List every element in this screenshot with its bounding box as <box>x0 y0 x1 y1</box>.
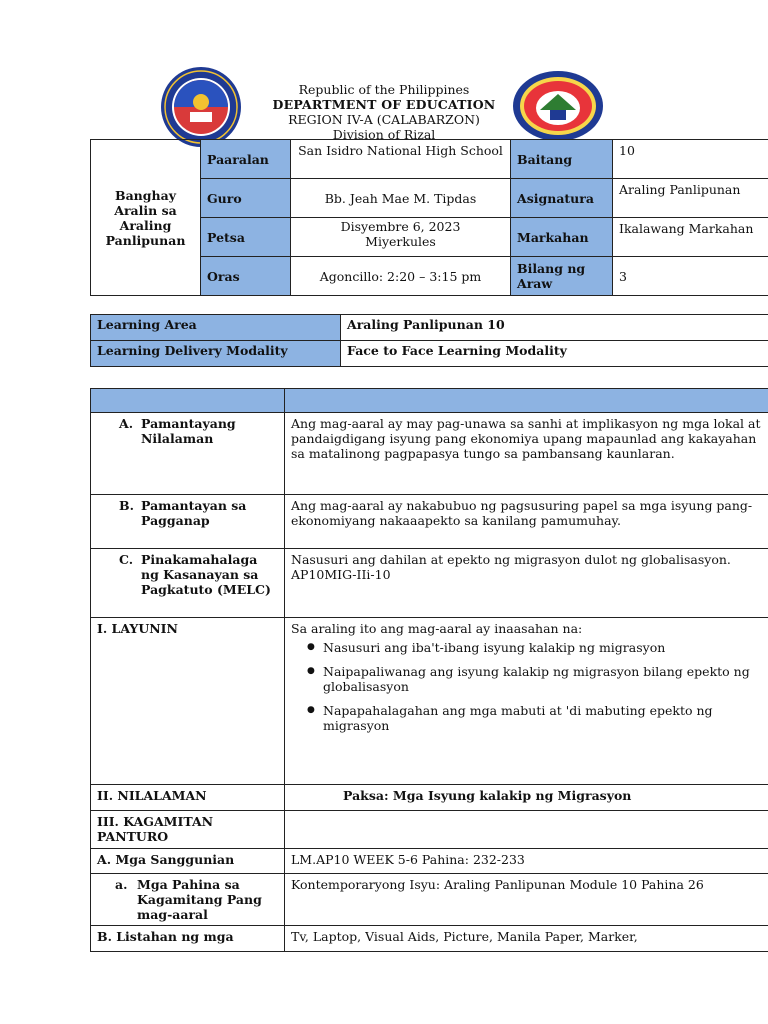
label-bilang-ng-araw: Bilang ng Araw <box>511 257 613 296</box>
letterhead <box>240 82 528 142</box>
row-pahina <box>91 874 768 926</box>
list-item: ● Napapahalagahan ang mga mabuti at 'di mabuting epekto ng migrasyon <box>291 703 763 733</box>
value-asignatura: Araling Panlipunan <box>613 179 768 218</box>
text-listahan: Tv, Laptop, Visual Aids, Picture, Manila Paper, Marker, <box>285 926 768 952</box>
text-pamantayang-nilalaman: Ang mag-aaral ay may pag-unawa sa sanhi at implikasyon ng mga lokal at pandaigdigang isyung pang ekonomiya upang mapaunlad ang kakayahan sa matalinong pagpapasya tungo sa pambansang kaunlaran. <box>285 413 768 495</box>
label-melc: Pinakamahalaga ng Kasanayan sa Pagkatuto (MELC) <box>141 552 271 597</box>
learning-area-table <box>90 314 768 367</box>
letterhead-republic: Republic of the Philippines <box>298 82 470 97</box>
row-pamantayang-nilalaman <box>91 413 768 495</box>
value-learning-area: Araling Panlipunan 10 <box>341 315 768 341</box>
label-sanggunian: A. Mga Sanggunian <box>91 849 285 874</box>
marker-a: A. <box>119 416 134 431</box>
value-paaralan: San Isidro National High School <box>291 140 511 179</box>
text-paksa: Paksa: Mga Isyung kalakip ng Migrasyon <box>285 785 768 811</box>
label-layunin: I. LAYUNIN <box>91 618 285 785</box>
letterhead-department: DEPARTMENT OF EDUCATION <box>272 97 496 112</box>
row-layunin <box>91 618 768 785</box>
label-oras: Oras <box>201 257 291 296</box>
label-markahan: Markahan <box>511 218 613 257</box>
value-guro: Bb. Jeah Mae M. Tipdas <box>291 179 511 218</box>
deped-seal-icon <box>160 66 242 148</box>
label-petsa: Petsa <box>201 218 291 257</box>
row-sanggunian <box>91 849 768 874</box>
label-listahan: B. Listahan ng mga <box>91 926 285 952</box>
lesson-info-table <box>90 139 768 296</box>
label-learning-area: Learning Area <box>91 315 341 341</box>
marker-c: C. <box>119 552 134 567</box>
label-pamantayang-nilalaman: Pamantayang Nilalaman <box>141 416 236 446</box>
area-row-learning-area <box>91 315 768 341</box>
lesson-plan-title: Banghay Aralin sa Araling Panlipunan <box>91 140 201 296</box>
label-paaralan: Paaralan <box>201 140 291 179</box>
value-modality: Face to Face Learning Modality <box>341 341 768 367</box>
text-pamantayan-sa-pagganap: Ang mag-aaral ay nakabubuo ng pagsusuring papel sa mga isyung pang-ekonomiyang nakaaapekto sa kanilang pamumuhay. <box>285 495 768 549</box>
content-header-row <box>91 389 768 413</box>
info-row-paaralan <box>91 140 768 179</box>
layunin-intro: Sa araling ito ang mag-aaral ay inaasahan na: <box>291 621 583 636</box>
label-asignatura: Asignatura <box>511 179 613 218</box>
row-kagamitan <box>91 811 768 849</box>
list-item: ● Nasusuri ang iba't-ibang isyung kalakip ng migrasyon <box>291 640 763 655</box>
row-listahan <box>91 926 768 952</box>
letterhead-division: Division of Rizal <box>332 127 436 142</box>
text-melc: Nasusuri ang dahilan at epekto ng migrasyon dulot ng globalisasyon. AP10MIG-IIi-10 <box>285 549 768 618</box>
label-nilalaman: II. NILALAMAN <box>91 785 285 811</box>
value-baitang: 10 <box>613 140 768 179</box>
header-cell-right <box>285 389 768 413</box>
value-markahan: Ikalawang Markahan <box>613 218 768 257</box>
list-item: ● Naipapaliwanag ang isyung kalakip ng migrasyon bilang epekto ng globalisasyon <box>291 664 763 694</box>
label-pamantayan-sa-pagganap: Pamantayan sa Pagganap <box>141 498 247 528</box>
row-nilalaman <box>91 785 768 811</box>
value-oras: Agoncillo: 2:20 – 3:15 pm <box>291 257 511 296</box>
lesson-content-table <box>90 388 768 952</box>
text-pahina: Kontemporaryong Isyu: Araling Panlipunan Module 10 Pahina 26 <box>285 874 768 926</box>
row-melc <box>91 549 768 618</box>
label-baitang: Baitang <box>511 140 613 179</box>
text-kagamitan <box>285 811 768 849</box>
header-cell-left <box>91 389 285 413</box>
label-modality: Learning Delivery Modality <box>91 341 341 367</box>
label-kagamitan: III. KAGAMITAN PANTURO <box>91 811 285 849</box>
letterhead-region: REGION IV-A (CALABARZON) <box>288 112 480 127</box>
marker-sub-a: a. <box>115 877 128 892</box>
label-guro: Guro <box>201 179 291 218</box>
area-row-modality <box>91 341 768 367</box>
value-petsa: Disyembre 6, 2023 Miyerkules <box>291 218 511 257</box>
label-pahina: Mga Pahina sa Kagamitang Pang mag-aaral <box>137 877 262 922</box>
text-sanggunian: LM.AP10 WEEK 5-6 Pahina: 232-233 <box>285 849 768 874</box>
marker-b: B. <box>119 498 134 513</box>
layunin-list <box>291 640 763 733</box>
row-pamantayan-sa-pagganap <box>91 495 768 549</box>
value-bilang-ng-araw: 3 <box>613 257 768 296</box>
